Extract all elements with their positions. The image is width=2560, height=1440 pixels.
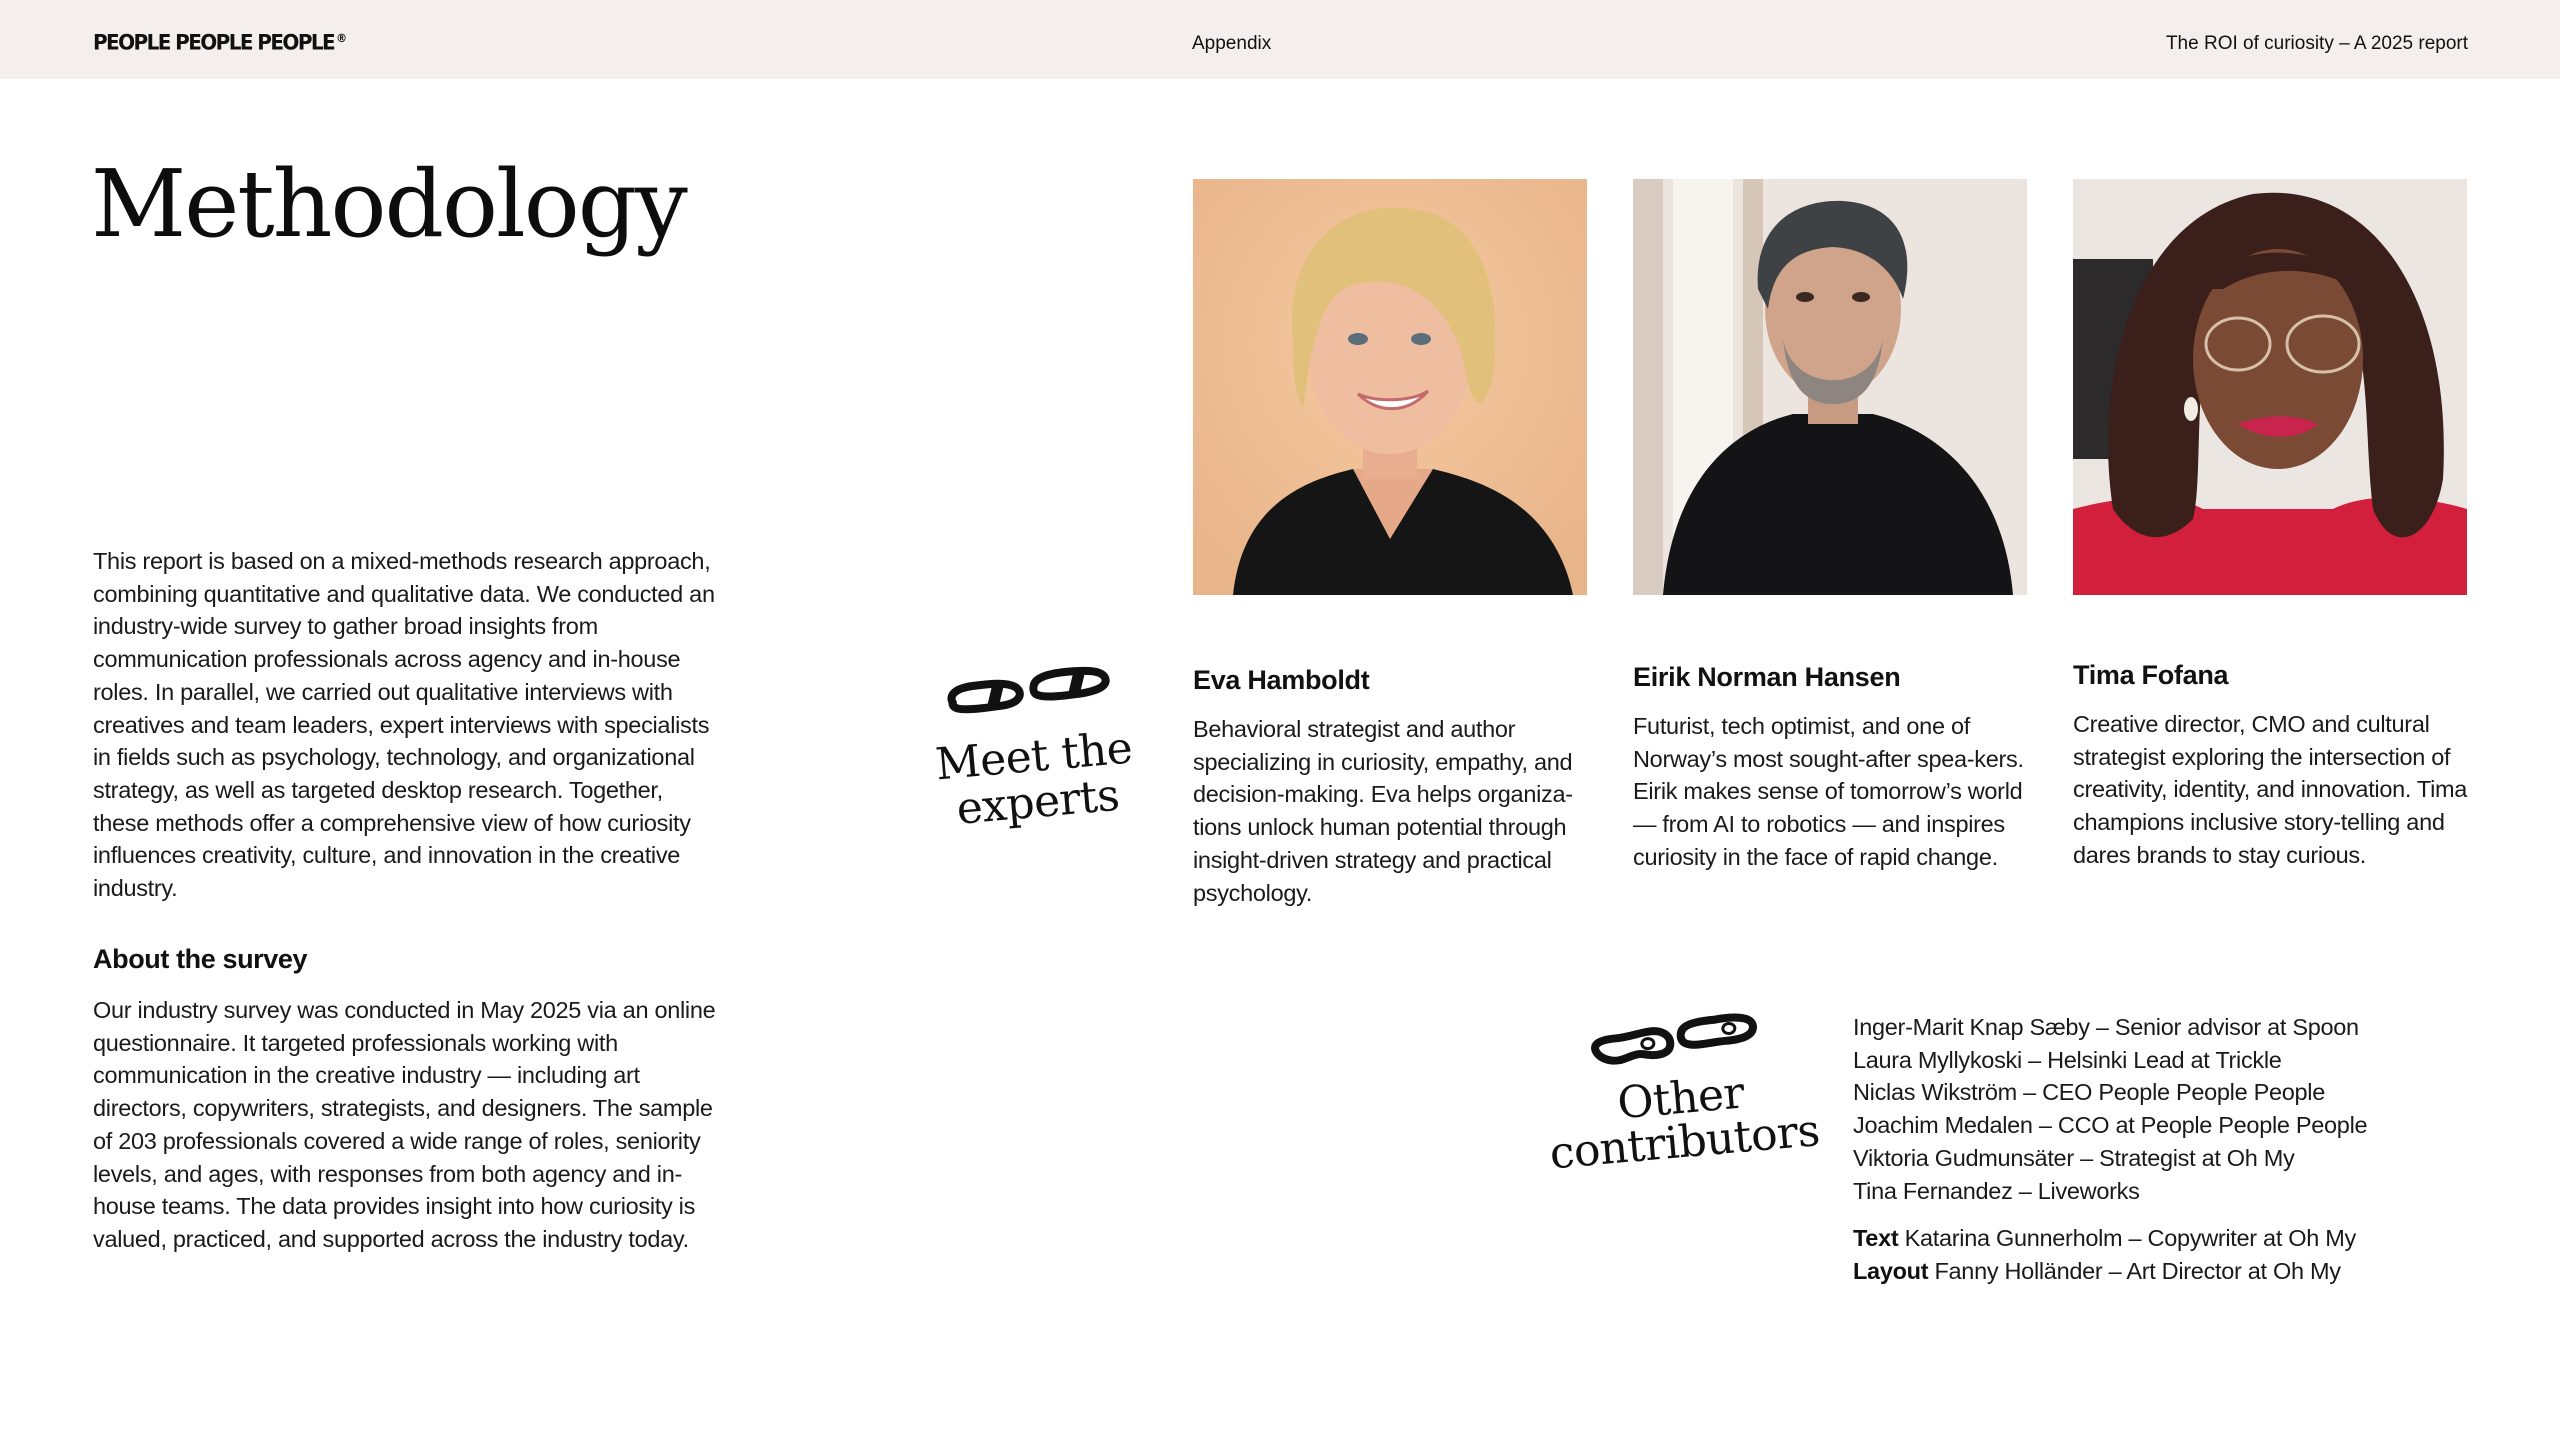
expert-photo <box>1633 179 2027 595</box>
other-contributors-label: Other contributors <box>1547 1067 1822 1180</box>
section-label: Appendix <box>1192 33 1272 54</box>
brand-name: PEOPLE PEOPLE PEOPLE <box>93 29 335 55</box>
expert-photo <box>1193 179 1587 595</box>
contributor-item: Joachim Medalen – CCO at People People People <box>1853 1112 2368 1139</box>
contributors-list <box>1853 1011 2453 1207</box>
credit-person: Katarina Gunnerholm – Copywriter at Oh My <box>1904 1225 2356 1251</box>
contributor-item: Inger-Marit Knap Sæby – Senior advisor at Spoon <box>1853 1014 2359 1040</box>
expert-card <box>1193 179 1587 595</box>
expert-name: Tima Fofana <box>2073 660 2229 690</box>
other-contributors-stamp <box>1529 1003 1831 1178</box>
expert-name: Eirik Norman Hansen <box>1633 662 1901 692</box>
expert-bio: Futurist, tech optimist, and one of Norway’s most sought-after spea-kers. Eirik makes sense of tomorrow’s world — from AI to robotics — and inspires curiosity in the face of rapid change. <box>1633 713 2024 870</box>
page-header <box>0 0 2560 79</box>
contributor-item: Niclas Wikström – CEO People People People <box>1853 1079 2325 1106</box>
credits-list <box>1853 1222 2453 1287</box>
chain-link-icon <box>1584 1007 1767 1067</box>
survey-text: Our industry survey was conducted in May 2025 via an online questionnaire. It targeted professionals working with communication in the creative industry — including art directors, copywriters, strategists, and designers. The sample of 203 professionals covered a wide range of roles, seniority levels, and ages, with responses from both agency and in-house teams. The data provides insight into how curiosity is valued, practiced, and supported across the industry today. <box>93 997 716 1252</box>
expert-photo <box>2073 179 2467 595</box>
credit-role: Text <box>1853 1225 1899 1251</box>
brand-logo <box>93 29 347 54</box>
contributor-item: Viktoria Gudmunsäter – Strategist at Oh My <box>1853 1144 2295 1171</box>
contributor-item: Laura Myllykoski – Helsinki Lead at Trickle <box>1853 1046 2282 1073</box>
meet-the-experts-stamp <box>912 658 1155 835</box>
credit-person: Fanny Holländer – Art Director at Oh My <box>1934 1257 2341 1284</box>
expert-bio: Behavioral strategist and author specializing in curiosity, empathy, and decision-making. Eva helps organiza-tions unlock human potential through insight-driven strategy and practical psychology. <box>1193 716 1573 906</box>
expert-card <box>1633 179 2027 595</box>
portrait-illustration <box>1633 179 2027 595</box>
registered-mark: ® <box>336 31 348 46</box>
credit-item <box>1853 1222 2453 1255</box>
survey-heading: About the survey <box>93 944 308 974</box>
expert-name: Eva Hamboldt <box>1193 665 1370 695</box>
expert-bio: Creative director, CMO and cultural strategist exploring the intersection of creativity, identity, and innovation. Tima champions inclusive story-telling and dares brands to stay curious. <box>2073 711 2468 868</box>
contributor-item: Tina Fernandez – Liveworks <box>1853 1177 2140 1204</box>
credit-item <box>1853 1255 2453 1288</box>
page-title: Methodology <box>91 150 686 258</box>
expert-card <box>2073 179 2467 595</box>
portrait-illustration <box>1193 179 1587 595</box>
chain-link-icon <box>936 660 1119 720</box>
portrait-illustration <box>2073 179 2467 595</box>
report-title: The ROI of curiosity – A 2025 report <box>2165 33 2468 54</box>
credit-role: Layout <box>1853 1257 1929 1284</box>
methodology-intro: This report is based on a mixed-methods research approach, combining quantitative and qualitative data. We conducted an industry-wide survey to gather broad insights from communication professionals across agency and in-house roles. In parallel, we carried out qualitative interviews with creatives and team leaders, expert interviews with specialists in fields such as psychology, technology, and organizational strategy, as well as targeted desktop research. Together, these methods offer a comprehensive view of how curiosity influences creativity, culture, and innovation in the creative industry. <box>93 548 715 902</box>
meet-the-experts-label: Meet the experts <box>933 722 1135 835</box>
